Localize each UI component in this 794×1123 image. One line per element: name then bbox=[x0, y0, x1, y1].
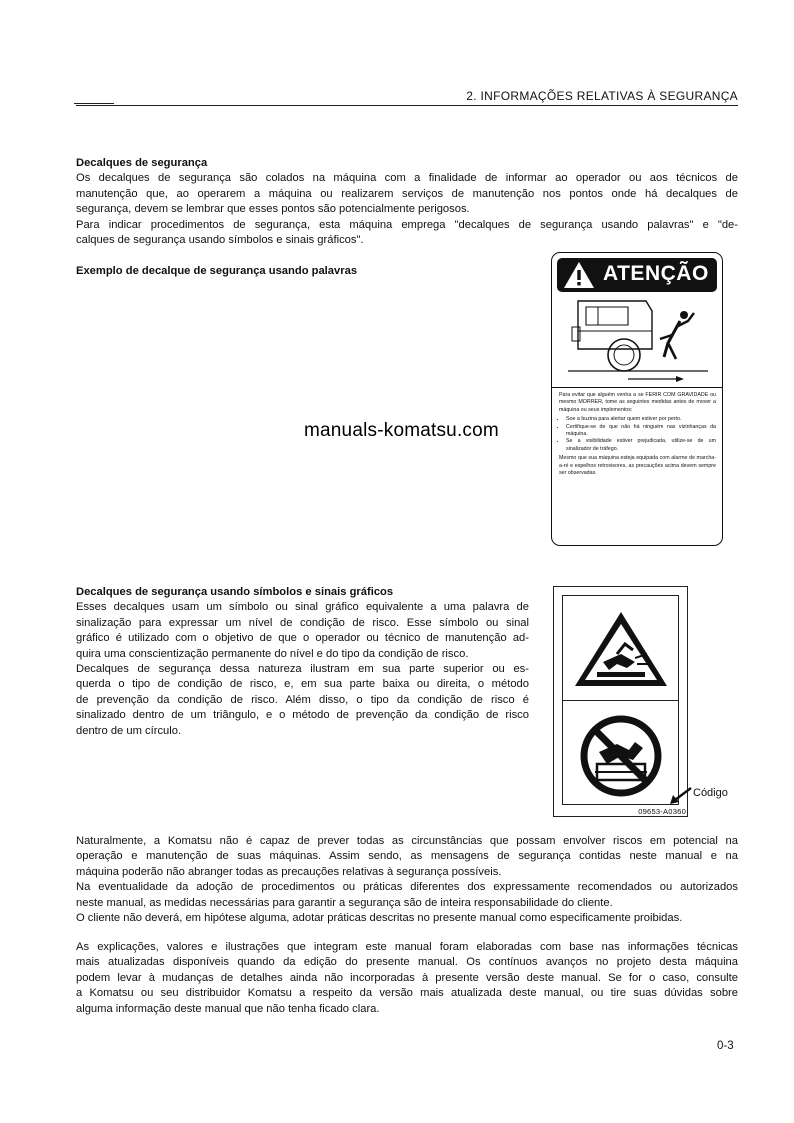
paragraph-line: segurança, devem se lembrar que esses pontos são potencialmente perigosos. bbox=[76, 203, 470, 216]
paragraph-line: Naturalmente, a Komatsu não é capaz de prever todas as circunstâncias que possam envolver riscos em potencial na bbox=[76, 835, 738, 847]
paragraph-line: sinalizado dentro de um triângulo, e o método de prevenção da condição de risco bbox=[76, 709, 529, 722]
paragraph-line: Decalques de segurança dessa natureza ilustram em sua parte superior ou es- bbox=[76, 663, 529, 676]
decal-bullet: • Certifique-se de que não há ninguém nas vizinhanças da máquina. bbox=[566, 424, 716, 439]
pictogram-decal bbox=[553, 586, 688, 817]
warning-triangle-icon bbox=[563, 261, 595, 289]
paragraph-line: manutenção que, ao operarem a máquina ou realizarem serviços de manutenção nos pontos onde há decalques de bbox=[76, 187, 738, 200]
paragraph-line: Na eventualidade da adoção de procedimentos ou práticas diferentes dos expressamente recomendados ou autorizados bbox=[76, 881, 738, 894]
paragraph-line: dentro de um círculo. bbox=[76, 724, 182, 737]
decal-bullet-list bbox=[559, 416, 716, 453]
running-header: 2. INFORMAÇÕES RELATIVAS À SEGURANÇA bbox=[466, 89, 738, 103]
section-safety-decals bbox=[76, 156, 738, 248]
decal-bullet: • Soe a buzina para alertar quem estiver por perto. bbox=[566, 416, 716, 423]
header-rule bbox=[76, 105, 738, 106]
paragraph-line: podem levar à mudanças de detalhes ainda não incorporadas à presente versão deste manual. Se for o caso, consulte bbox=[76, 971, 738, 984]
paragraph-line: a Komatsu ou seu distribuidor Komatsu a respeito da versão mais atualizada deste manual, ou tire suas dúvidas sobre bbox=[76, 987, 738, 1000]
paragraph-line: operação e manutenção de suas máquinas. Assim sendo, as mensagens de segurança contidas neste manual e na bbox=[76, 850, 738, 863]
section-heading: Decalques de segurança usando símbolos e sinais gráficos bbox=[76, 586, 394, 598]
paragraph-line: Para indicar procedimentos de segurança, esta máquina emprega "decalques de segurança usando palavras" e "de- bbox=[76, 218, 738, 231]
section-disclaimer bbox=[76, 834, 738, 926]
section-heading: Decalques de segurança bbox=[76, 157, 208, 169]
decal-outro-text: Mesmo que sua máquina esteja equipada com alarme de marcha-a-ré e espelhos retrovisores, as precauções acima devem sempre ser observadas. bbox=[559, 455, 716, 477]
paragraph-line: Esses decalques usam um símbolo ou sinal gráfico equivalente a uma palavra de bbox=[76, 601, 529, 614]
paragraph-line: gráfico é utilizado com o objetivo de que o operador ou técnico de manutenção ad- bbox=[76, 632, 529, 645]
paragraph-line: de prevenção da condição de risco. Além disso, o tipo da condição de risco é bbox=[76, 693, 529, 706]
machine-runover-pictogram bbox=[568, 297, 708, 385]
decal-bullet: • Se a visibilidade estiver prejudicada, utilize-se de um sinalizador de tráfego. bbox=[566, 438, 716, 453]
paragraph-line: Os decalques de segurança são colados na máquina com a finalidade de informar ao operador ou aos técnicos de bbox=[76, 172, 738, 185]
section-symbol-decals bbox=[76, 585, 529, 739]
section-heading-words-example: Exemplo de decalque de segurança usando palavras bbox=[76, 265, 358, 277]
paragraph-line: alguma informação deste manual que não tenha ficado clara. bbox=[76, 1002, 380, 1015]
decal-part-code: 09653-A0360 bbox=[638, 807, 686, 816]
paragraph-line: querda o tipo de condição de risco, e, em sua parte baixa ou direita, o método bbox=[76, 678, 529, 691]
decal-divider bbox=[552, 387, 722, 388]
decal-instructions bbox=[559, 392, 716, 479]
section-manual-updates bbox=[76, 940, 738, 1017]
paragraph-line: quira uma conscientização permanente do nível e do tipo da condição de risco. bbox=[76, 647, 469, 660]
pictogram-divider bbox=[563, 700, 678, 701]
prohibition-circle-icon bbox=[577, 714, 665, 798]
watermark-text: manuals-komatsu.com bbox=[304, 420, 499, 441]
attention-decal bbox=[551, 252, 723, 546]
code-label: Código bbox=[693, 787, 728, 799]
decal-header bbox=[557, 258, 717, 292]
paragraph-line: calques de segurança usando símbolos e sinais gráficos". bbox=[76, 234, 364, 247]
code-pointer-arrow-icon bbox=[669, 785, 693, 805]
pictogram-frame bbox=[562, 595, 679, 805]
paragraph-line: máquina poderão não abranger todas as precauções relativas à segurança possíveis. bbox=[76, 865, 502, 878]
paragraph-line: O cliente não deverá, em hipótese alguma, adotar práticas descritas no presente manual como especificamente proibidas. bbox=[76, 912, 683, 925]
page-number: 0-3 bbox=[717, 1040, 734, 1052]
decal-intro-text: Para evitar que alguém venha a se FERIR COM GRAVIDADE ou mesmo MORRER, tome as seguintes medidas antes de mover a máquina ou seus implementos: bbox=[559, 392, 716, 413]
signal-word: ATENÇÃO bbox=[603, 262, 709, 285]
paragraph-line: neste manual, as medidas necessárias para garantir a segurança são de inteira responsabilidade do cliente. bbox=[76, 896, 613, 909]
paragraph-line: As explicações, valores e ilustrações que integram este manual foram elaboradas com base nas informações técnicas bbox=[76, 941, 738, 953]
paragraph-line: sinalização para expressar um nível de condição de risco. Esse símbolo ou sinal bbox=[76, 616, 529, 629]
crush-hazard-triangle-icon bbox=[573, 610, 669, 688]
header-rule-accent bbox=[74, 103, 114, 104]
paragraph-line: mais atualizadas disponíveis quando da edição do presente manual. Os contínuos avanços no projeto desta máquina bbox=[76, 956, 738, 969]
